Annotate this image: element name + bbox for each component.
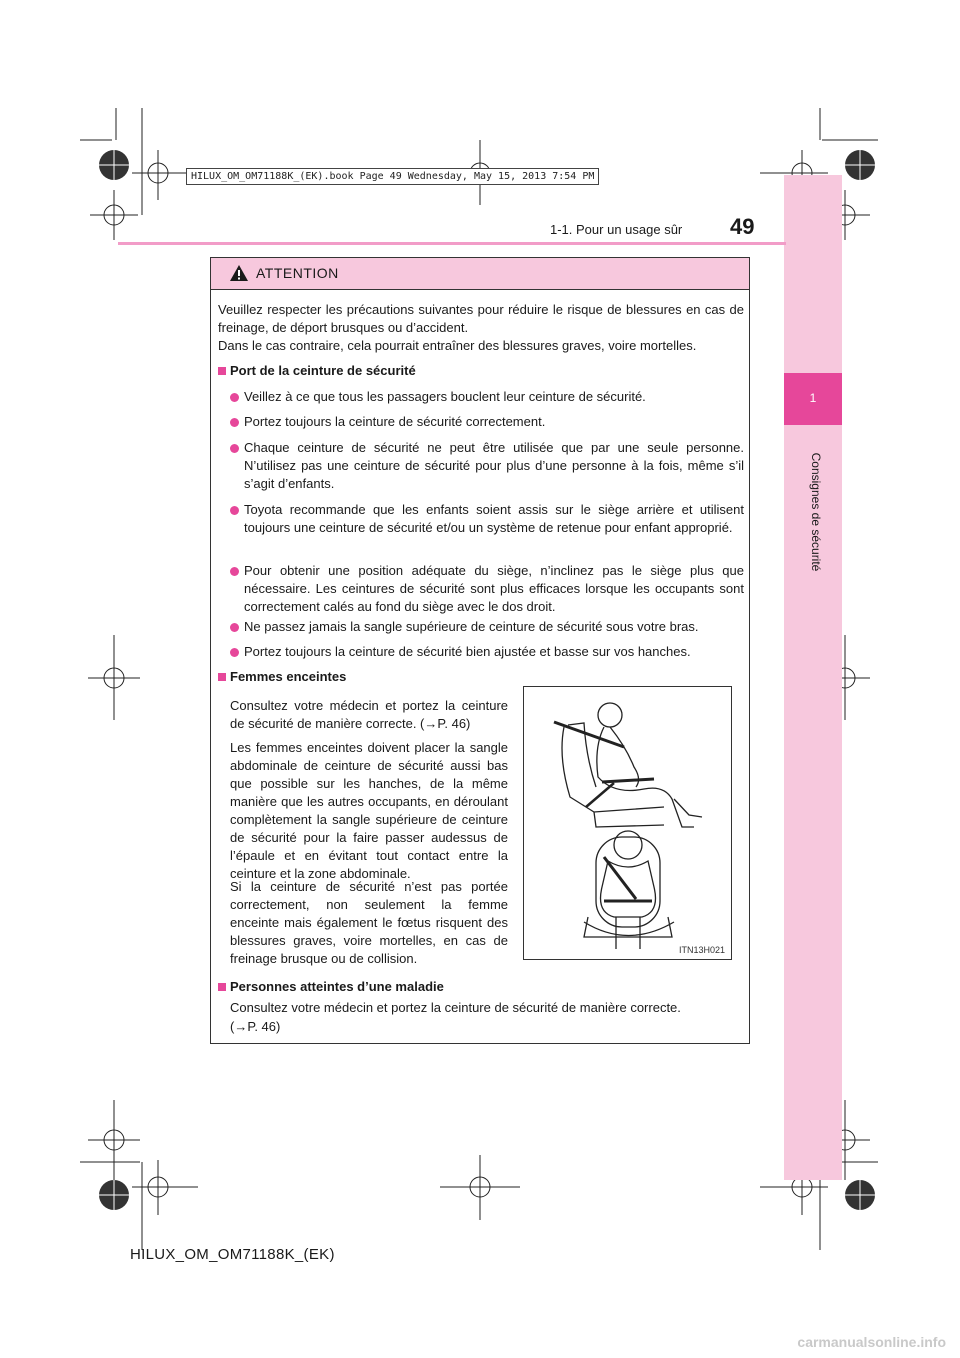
book-stamp: HILUX_OM_OM71188K_(EK).book Page 49 Wednesday, May 15, 2013 7:54 PM [186,168,599,185]
bullet-item: Toyota recommande que les enfants soient assis sur le siège arrière et utilisent toujours une ceinture de sécurité et/ou un système de retenue pour enfant approprié. [244,502,744,535]
bullet-item: Ne passez jamais la sangle supérieure de ceinture de sécurité sous votre bras. [244,619,699,634]
bullet-item: Portez toujours la ceinture de sécurité correctement. [244,414,546,429]
section-marker-icon [218,367,226,375]
bullet-icon [230,393,239,402]
section-title-pregnant: Femmes enceintes [230,669,347,684]
pregnant-para-3: Si la ceinture de sécurité n’est pas portée correctement, non seulement la femme enceinte mais également le fœtus risquent des blessures graves, voire mortelles, en cas de freinage brusque ou de collision. [230,879,508,966]
caution-intro-1: Veuillez respecter les précautions suivantes pour réduire le risque de blessures en cas de freinage, de déport brusques ou d’accident. [218,302,744,335]
pregnant-para-2: Les femmes enceintes doivent placer la sangle abdominale de ceinture de sécurité aussi bas que possible sur les hanches, de la même manière que les autres occupants, en déroulant complètement la sangle supérieure de ceinture de sécurité pour la faire passer audessus de l’épaule et en évitant tout contact entre la ceinture et la zone abdominale. [230,740,508,881]
watermark: carmanualsonline.info [797,1334,946,1350]
bullet-icon [230,623,239,632]
caution-title: ATTENTION [256,265,339,281]
bullet-icon [230,418,239,427]
bullet-item: Portez toujours la ceinture de sécurité bien ajustée et basse sur vos hanches. [244,644,691,659]
bullet-item: Chaque ceinture de sécurité ne peut être utilisée que par une seule personne. N’utilisez pas une ceinture de sécurité pour plus d’une personne à la fois, même s’il s’agit d’enfants. [244,440,744,491]
section-marker-icon [218,983,226,991]
caution-header [211,258,749,290]
illness-para-2: (→P. 46) [230,1019,281,1034]
chapter-side-strip [784,175,842,1180]
bullet-item: Veillez à ce que tous les passagers bouclent leur ceinture de sécurité. [244,389,646,404]
caution-intro-2: Dans le cas contraire, cela pourrait entraîner des blessures graves, voire mortelles. [218,338,697,353]
warning-triangle-icon [229,264,249,282]
pregnant-para-1: Consultez votre médecin et portez la ceinture de sécurité de manière correcte. (→P. 46) [230,698,508,731]
chapter-number: 1 [809,391,817,405]
section-marker-icon [218,673,226,681]
page-number: 49 [730,214,755,239]
section-title-seatbelt: Port de la ceinture de sécurité [230,363,416,378]
illustration-code: ITN13H021 [678,945,725,955]
bullet-icon [230,648,239,657]
bullet-icon [230,506,239,515]
pregnant-seatbelt-illustration [523,686,732,960]
illness-para-1: Consultez votre médecin et portez la ceinture de sécurité de manière correcte. [230,1000,681,1015]
bullet-icon [230,567,239,576]
document-footer: HILUX_OM_OM71188K_(EK) [130,1246,335,1263]
seatbelt-figure-drawing [524,687,731,959]
chapter-label: Consignes de sécurité [809,452,823,572]
section-title: 1-1. Pour un usage sûr [550,222,683,237]
bullet-item: Pour obtenir une position adéquate du siège, n’inclinez pas le siège plus que nécessaire. Les ceintures de sécurité sont plus efficaces lorsque les occupants sont correctement calés au fond du siège avec le dos droit. [244,563,744,614]
section-title-illness: Personnes atteintes d’une maladie [230,979,444,994]
bullet-icon [230,444,239,453]
header-rule [118,242,786,245]
